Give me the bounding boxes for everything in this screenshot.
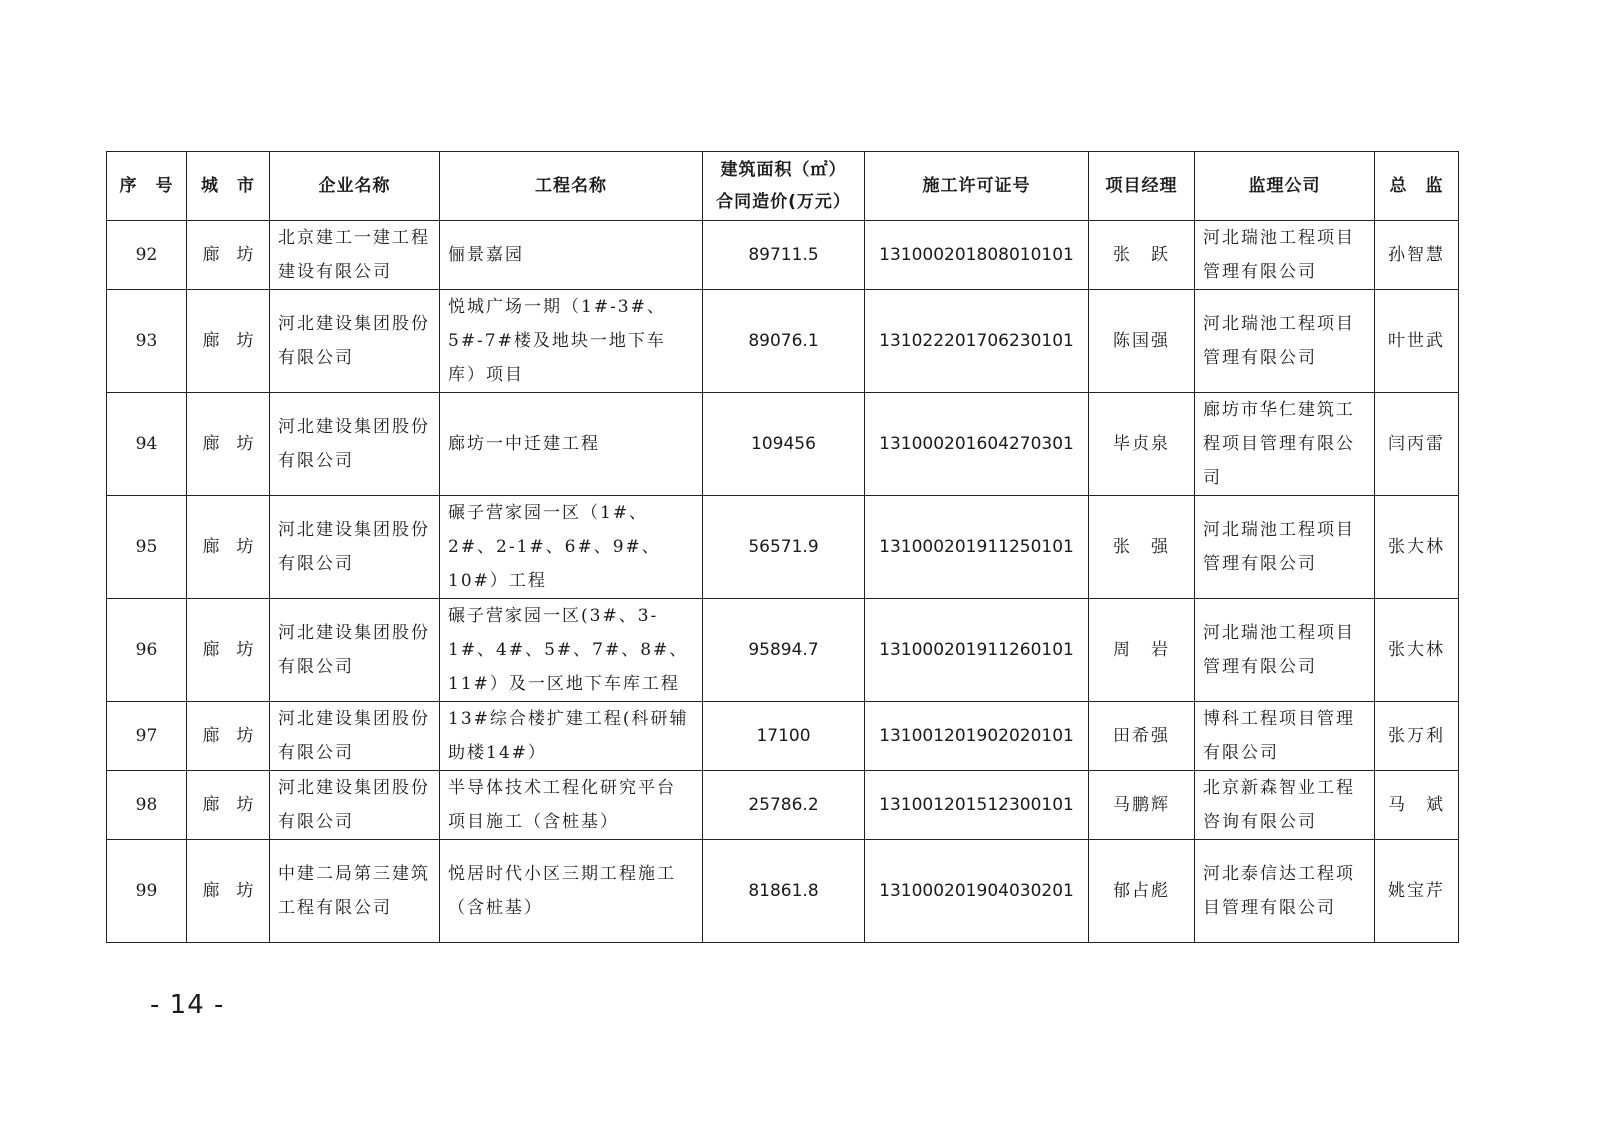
- row-supervisor-company: 河北泰信达工程项目管理有限公司: [1195, 840, 1375, 943]
- page-number: - 14 -: [150, 990, 225, 1020]
- row-chief: 姚宝芹: [1375, 840, 1459, 943]
- row-chief: 张万利: [1375, 702, 1459, 771]
- header-area-line1: 建筑面积（㎡）: [720, 160, 847, 180]
- row-seq: 95: [107, 496, 187, 599]
- row-manager: 郁占彪: [1089, 840, 1195, 943]
- row-seq: 92: [107, 221, 187, 290]
- row-city: 廊 坊: [187, 771, 270, 840]
- row-chief: 马 斌: [1375, 771, 1459, 840]
- row-area: 109456: [703, 393, 865, 496]
- row-city: 廊 坊: [187, 221, 270, 290]
- row-permit: 131000201911260101: [865, 599, 1089, 702]
- table-row: [107, 599, 1459, 702]
- row-area: 89711.5: [703, 221, 865, 290]
- row-company: 河北建设集团股份有限公司: [270, 771, 440, 840]
- table-row: [107, 840, 1459, 943]
- row-area: 81861.8: [703, 840, 865, 943]
- row-supervisor-company: 北京新森智业工程咨询有限公司: [1195, 771, 1375, 840]
- row-permit: 131022201706230101: [865, 290, 1089, 393]
- row-permit: 131000201911250101: [865, 496, 1089, 599]
- row-manager: 毕贞泉: [1089, 393, 1195, 496]
- row-company: 北京建工一建工程建设有限公司: [270, 221, 440, 290]
- header-area-line2: 合同造价(万元）: [716, 192, 851, 212]
- row-manager: 马鹏辉: [1089, 771, 1195, 840]
- row-chief: 叶世武: [1375, 290, 1459, 393]
- row-project: 碾子营家园一区（1#、2#、2-1#、6#、9#、10#）工程: [440, 496, 703, 599]
- row-project: 13#综合楼扩建工程(科研辅助楼14#）: [440, 702, 703, 771]
- row-supervisor-company: 河北瑞池工程项目管理有限公司: [1195, 599, 1375, 702]
- header-permit: 施工许可证号: [865, 152, 1089, 221]
- row-manager: 田希强: [1089, 702, 1195, 771]
- row-permit: 131000201808010101: [865, 221, 1089, 290]
- row-area: 95894.7: [703, 599, 865, 702]
- row-supervisor-company: 博科工程项目管理有限公司: [1195, 702, 1375, 771]
- row-permit: 131001201512300101: [865, 771, 1089, 840]
- table-row: [107, 496, 1459, 599]
- row-manager: 张 跃: [1089, 221, 1195, 290]
- row-chief: 闫丙雷: [1375, 393, 1459, 496]
- row-area: 25786.2: [703, 771, 865, 840]
- table-header-row: [107, 152, 1459, 221]
- row-city: 廊 坊: [187, 840, 270, 943]
- row-city: 廊 坊: [187, 702, 270, 771]
- row-city: 廊 坊: [187, 496, 270, 599]
- header-company: 企业名称: [270, 152, 440, 221]
- row-project: 悦城广场一期（1#-3#、5#-7#楼及地块一地下车库）项目: [440, 290, 703, 393]
- row-company: 河北建设集团股份有限公司: [270, 393, 440, 496]
- row-manager: 周 岩: [1089, 599, 1195, 702]
- row-chief: 孙智慧: [1375, 221, 1459, 290]
- row-manager: 陈国强: [1089, 290, 1195, 393]
- row-supervisor-company: 廊坊市华仁建筑工程项目管理有限公司: [1195, 393, 1375, 496]
- row-area: 17100: [703, 702, 865, 771]
- row-chief: 张大林: [1375, 496, 1459, 599]
- row-supervisor-company: 河北瑞池工程项目管理有限公司: [1195, 221, 1375, 290]
- project-table: [106, 151, 1459, 943]
- table-row: [107, 290, 1459, 393]
- row-manager: 张 强: [1089, 496, 1195, 599]
- table-row: [107, 221, 1459, 290]
- header-city: 城 市: [187, 152, 270, 221]
- row-project: 俪景嘉园: [440, 221, 703, 290]
- row-seq: 99: [107, 840, 187, 943]
- header-seq: 序 号: [107, 152, 187, 221]
- row-company: 河北建设集团股份有限公司: [270, 496, 440, 599]
- row-area: 56571.9: [703, 496, 865, 599]
- row-seq: 98: [107, 771, 187, 840]
- header-area: [703, 152, 865, 221]
- row-project: 廊坊一中迁建工程: [440, 393, 703, 496]
- header-manager: 项目经理: [1089, 152, 1195, 221]
- row-supervisor-company: 河北瑞池工程项目管理有限公司: [1195, 290, 1375, 393]
- table-row: [107, 702, 1459, 771]
- row-city: 廊 坊: [187, 599, 270, 702]
- row-seq: 93: [107, 290, 187, 393]
- header-project: 工程名称: [440, 152, 703, 221]
- row-project: 碾子营家园一区(3#、3-1#、4#、5#、7#、8#、11#）及一区地下车库工程: [440, 599, 703, 702]
- row-company: 河北建设集团股份有限公司: [270, 702, 440, 771]
- row-permit: 131000201904030201: [865, 840, 1089, 943]
- row-company: 河北建设集团股份有限公司: [270, 599, 440, 702]
- row-project: 半导体技术工程化研究平台项目施工（含桩基）: [440, 771, 703, 840]
- header-chief: 总 监: [1375, 152, 1459, 221]
- row-area: 89076.1: [703, 290, 865, 393]
- row-permit: 131001201902020101: [865, 702, 1089, 771]
- row-chief: 张大林: [1375, 599, 1459, 702]
- row-seq: 97: [107, 702, 187, 771]
- row-supervisor-company: 河北瑞池工程项目管理有限公司: [1195, 496, 1375, 599]
- row-company: 河北建设集团股份有限公司: [270, 290, 440, 393]
- row-seq: 94: [107, 393, 187, 496]
- table-row: [107, 393, 1459, 496]
- row-seq: 96: [107, 599, 187, 702]
- table-row: [107, 771, 1459, 840]
- header-supervisor-company: 监理公司: [1195, 152, 1375, 221]
- row-city: 廊 坊: [187, 393, 270, 496]
- row-permit: 131000201604270301: [865, 393, 1089, 496]
- row-city: 廊 坊: [187, 290, 270, 393]
- row-company: 中建二局第三建筑工程有限公司: [270, 840, 440, 943]
- row-project: 悦居时代小区三期工程施工（含桩基）: [440, 840, 703, 943]
